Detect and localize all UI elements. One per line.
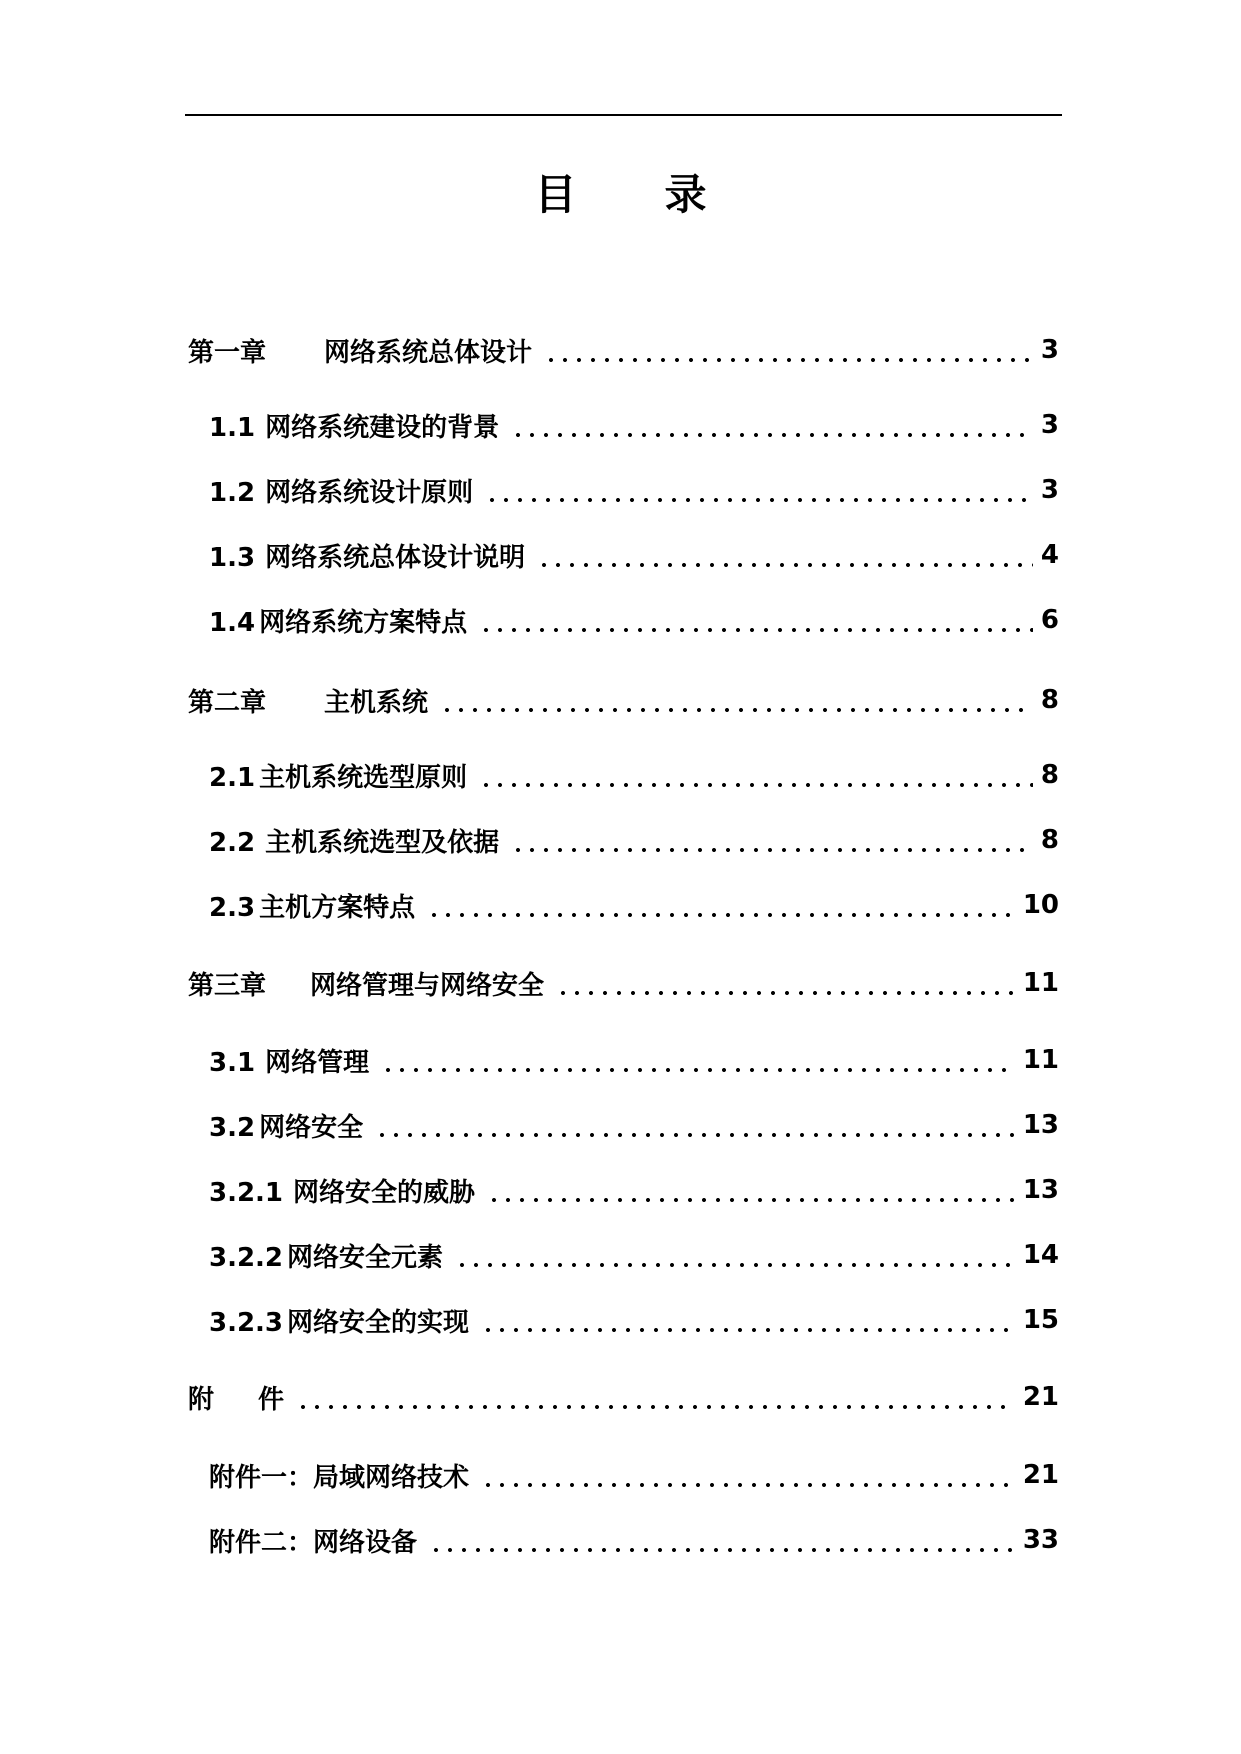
toc-prefix: 3.2.3 (209, 1307, 284, 1338)
toc-title: 主机系统选型原则 (259, 762, 468, 793)
toc-page-number: 15 (1022, 1305, 1059, 1335)
leader-dots (475, 610, 1033, 634)
toc-prefix: 附件一： (209, 1462, 314, 1493)
toc-entry-3-2[interactable] (188, 1105, 1059, 1145)
toc-prefix: 第二章 (188, 687, 267, 718)
toc-prefix: 1.3 (209, 542, 256, 573)
toc-prefix: 2.1 (209, 762, 256, 793)
leader-dots (540, 340, 1033, 364)
toc-title: 主机系统选型及依据 (265, 827, 500, 858)
toc-page-number: 6 (1040, 605, 1059, 635)
page-title (0, 170, 1241, 220)
toc-title: 网络安全的威胁 (293, 1177, 476, 1208)
toc-prefix: 1.2 (209, 477, 256, 508)
toc-page-number: 13 (1022, 1110, 1059, 1140)
toc-entry-2-1[interactable] (188, 755, 1059, 795)
toc-title: 网络系统方案特点 (259, 607, 468, 638)
toc-page-number: 4 (1040, 540, 1059, 570)
toc-title: 网络设备 (313, 1527, 418, 1558)
toc-title: 网络系统总体设计说明 (265, 542, 526, 573)
leader-dots (451, 1245, 1015, 1269)
leader-dots (507, 830, 1033, 854)
toc-prefix: 第三章 (188, 970, 267, 1001)
toc-page-number: 3 (1040, 410, 1059, 440)
toc-title: 网络系统设计原则 (265, 477, 474, 508)
toc-title: 网络安全 (259, 1112, 364, 1143)
toc-entry-appendix-2[interactable] (188, 1520, 1059, 1560)
leader-dots (477, 1310, 1015, 1334)
header-rule (185, 114, 1062, 116)
toc-page-number: 21 (1022, 1382, 1059, 1412)
toc-entry-2-2[interactable] (188, 820, 1059, 860)
toc-title: 主机方案特点 (259, 892, 416, 923)
toc-entry-1-3[interactable] (188, 535, 1059, 575)
leader-dots (481, 480, 1033, 504)
leader-dots (423, 895, 1015, 919)
toc-prefix: 3.2 (209, 1112, 256, 1143)
toc-prefix: 3.2.2 (209, 1242, 284, 1273)
toc-page-number: 8 (1040, 685, 1059, 715)
leader-dots (436, 690, 1033, 714)
toc-entry-chapter-1[interactable] (188, 330, 1059, 370)
leader-dots (477, 1465, 1015, 1489)
toc-page-number: 21 (1022, 1460, 1059, 1490)
toc-title: 网络系统总体设计 (324, 337, 533, 368)
toc-entry-1-1[interactable] (188, 405, 1059, 445)
toc-entry-chapter-3[interactable] (188, 963, 1059, 1003)
toc-entry-1-4[interactable] (188, 600, 1059, 640)
toc-title: 网络管理与网络安全 (310, 970, 545, 1001)
toc-page-number: 3 (1040, 475, 1059, 505)
toc-page-number: 11 (1022, 1045, 1059, 1075)
toc-page-number: 14 (1022, 1240, 1059, 1270)
leader-dots (533, 545, 1033, 569)
leader-dots (377, 1050, 1015, 1074)
leader-dots (552, 973, 1015, 997)
toc-page-number: 3 (1040, 335, 1059, 365)
toc-prefix: 3.2.1 (209, 1177, 284, 1208)
toc-prefix: 附件二： (209, 1527, 314, 1558)
toc-title: 网络管理 (265, 1047, 370, 1078)
title-char-1: 目 (534, 170, 577, 219)
toc-title: 件 (258, 1384, 285, 1415)
toc-page-number: 10 (1022, 890, 1059, 920)
toc-prefix: 附 (188, 1384, 215, 1415)
leader-dots (483, 1180, 1015, 1204)
toc-page-number: 8 (1040, 825, 1059, 855)
leader-dots (371, 1115, 1015, 1139)
toc-title: 网络系统建设的背景 (265, 412, 500, 443)
toc-page-number: 11 (1022, 968, 1059, 998)
toc-prefix: 2.2 (209, 827, 256, 858)
title-char-2: 录 (664, 170, 707, 219)
toc-page-number: 8 (1040, 760, 1059, 790)
toc-entry-chapter-2[interactable] (188, 680, 1059, 720)
toc-prefix: 2.3 (209, 892, 256, 923)
toc-entry-3-2-2[interactable] (188, 1235, 1059, 1275)
toc-prefix: 3.1 (209, 1047, 256, 1078)
toc-title: 局域网络技术 (313, 1462, 470, 1493)
toc-entry-3-2-3[interactable] (188, 1300, 1059, 1340)
leader-dots (507, 415, 1033, 439)
leader-dots (292, 1387, 1015, 1411)
toc-title: 网络安全的实现 (287, 1307, 470, 1338)
toc-entry-appendix[interactable] (188, 1377, 1059, 1417)
toc-entry-appendix-1[interactable] (188, 1455, 1059, 1495)
toc-page-number: 33 (1022, 1525, 1059, 1555)
toc-title: 网络安全元素 (287, 1242, 444, 1273)
leader-dots (425, 1530, 1015, 1554)
toc-title: 主机系统 (324, 687, 429, 718)
toc-prefix: 1.1 (209, 412, 256, 443)
toc-prefix: 第一章 (188, 337, 267, 368)
toc-page-number: 13 (1022, 1175, 1059, 1205)
toc-entry-3-2-1[interactable] (188, 1170, 1059, 1210)
leader-dots (475, 765, 1033, 789)
toc-entry-2-3[interactable] (188, 885, 1059, 925)
toc-prefix: 1.4 (209, 607, 256, 638)
toc-entry-3-1[interactable] (188, 1040, 1059, 1080)
toc-entry-1-2[interactable] (188, 470, 1059, 510)
